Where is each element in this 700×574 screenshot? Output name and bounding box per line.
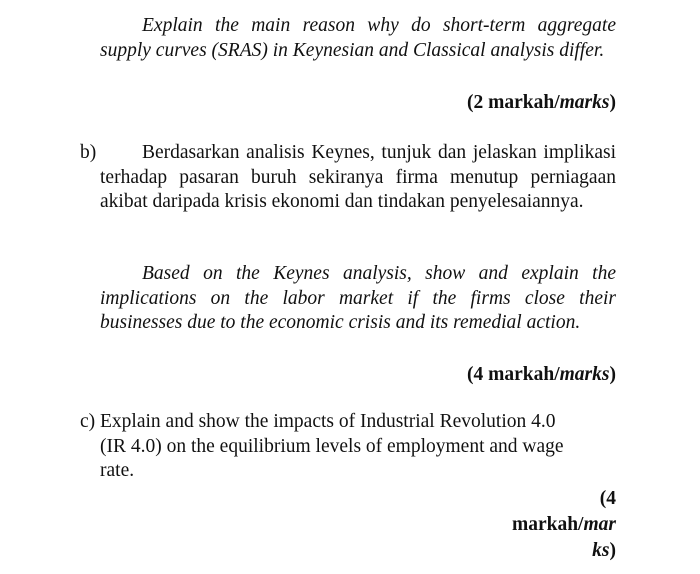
marks-line-2-italic: mar (583, 514, 616, 535)
question-b-marks (467, 363, 616, 388)
question-b-malay-text: Berdasarkan analisis Keynes, tunjuk dan jelaskan implikasi terhadap pasaran buruh sekiranya firma menutup perniagaan akibat daripada krisis ekonomi dan tindakan penyelesaiannya. (100, 142, 616, 212)
question-c-marks (476, 486, 616, 564)
marks-line-1: (4 (599, 488, 616, 509)
marks-suffix: ) (609, 92, 616, 113)
marks-italic: marks (559, 364, 610, 385)
question-b-english-text: Based on the Keynes analysis, show and explain the implications on the labor market if the firms close their businesses due to the economic crisis and its remedial action. (100, 263, 616, 333)
marks-suffix: ) (609, 364, 616, 385)
marks-line-3 (476, 538, 616, 564)
marks-line-2 (476, 512, 616, 538)
marks-line-3-suffix: ) (609, 540, 616, 561)
marks-prefix: (4 markah/ (467, 364, 560, 385)
question-c-line-3: rate. (100, 460, 135, 481)
question-c-line-1: c) Explain and show the impacts of Industrial Revolution 4.0 (80, 411, 556, 432)
question-a-english-text: Explain the main reason why do short-term aggregate supply curves (SRAS) in Keynesian and Classical analysis differ. (100, 15, 616, 61)
marks-line-2-prefix: markah/ (511, 514, 584, 535)
marks-prefix: (2 markah/ (467, 92, 560, 113)
question-c-line-2: (IR 4.0) on the equilibrium levels of employment and wage (100, 435, 564, 457)
question-a-marks (467, 91, 616, 116)
marks-line-3-italic: ks (592, 540, 610, 561)
marks-italic: marks (559, 92, 610, 113)
question-b-label: b) (80, 142, 97, 163)
question-c-text (80, 410, 616, 484)
